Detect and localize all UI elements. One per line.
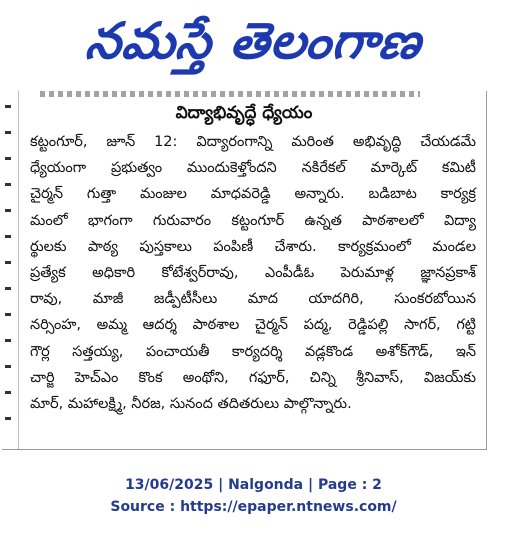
article-line: ధ్యేయంగా ప్రభుత్వం ముందుకెళ్తోందని నకిరేకల్ మార్కెట్ కమిటీ: [30, 160, 476, 177]
column-fragment-mark: [5, 209, 11, 212]
article-line: నర్సింహ, అమ్మ ఆదర్శ పాఠశాల చైర్మన్ పద్మ, రెడ్డిపల్లి సాగర్, గట్టి: [30, 317, 476, 334]
adjacent-column-fragment: [2, 91, 19, 449]
column-fragment-mark: [5, 261, 11, 264]
edition-info: 13/06/2025 | Nalgonda | Page : 2: [125, 477, 382, 493]
column-fragment-mark: [5, 183, 11, 186]
article-line: ప్రత్యేక అధికారి కోటేశ్వర్‌రావు, ఎంపీడీఓ పెరుమాళ్ల జ్ఞానప్రకాశ్: [30, 265, 476, 282]
column-fragment-mark: [5, 391, 11, 394]
article-line: మంలో భాగంగా గురువారం కట్టంగూర్ ఉన్నత పాఠశాలలో విద్యా: [30, 212, 476, 229]
article-line: గౌర్ల సత్తయ్య, పంచాయతీ కార్యదర్శి వడ్లకొండ అశోక్‌గౌడ్, ఇన్: [30, 343, 476, 360]
column-fragment-mark: [5, 417, 11, 420]
column-fragment-mark: [5, 235, 11, 238]
column-fragment-mark: [5, 365, 11, 368]
masthead-logo-text: నమస్తే తెలంగాణ: [82, 12, 425, 70]
article-line: రావు, మాజీ జడ్పీటీసీలు మాద యాదగిరి, సుంకరబోయిన: [30, 291, 476, 308]
clipping-footer: [0, 474, 507, 518]
column-fragment-mark: [5, 131, 11, 134]
source-link[interactable]: Source : https://epaper.ntnews.com/: [110, 499, 397, 515]
article-line: చార్జి హెచ్‌ఎం కొంక అంథోని, గఫూర్, చిన్ని శ్రీనివాస్, విజయ్‌కు: [30, 369, 476, 386]
article-headline: విద్యాభివృద్ధే ధ్యేయం: [175, 103, 313, 123]
cropped-text-fragment: [40, 91, 420, 97]
newspaper-masthead: [0, 0, 507, 82]
article-line: ర్థులకు పాఠ్య పుస్తకాలు పంపిణీ చేశారు. కార్యక్రమంలో మండల: [30, 238, 476, 255]
column-fragment-mark: [5, 313, 11, 316]
article-line: కట్టంగూర్, జూన్ 12: విద్యారంగాన్ని మరింత అభివృద్ధి చేయడమే: [30, 134, 476, 150]
column-fragment-mark: [5, 339, 11, 342]
article-body: [30, 129, 476, 417]
column-fragment-mark: [5, 287, 11, 290]
article-line: చైర్మన్ గుత్తా మంజుల మాధవరెడ్డి అన్నారు. బడిబాట కార్యక్ర: [30, 186, 476, 203]
column-fragment-mark: [5, 157, 11, 160]
news-clipping: [2, 91, 487, 450]
article-line: మార్, మహాలక్ష్మి, నీరజ, సునంద తదితరులు పాల్గొన్నారు.: [30, 396, 352, 413]
